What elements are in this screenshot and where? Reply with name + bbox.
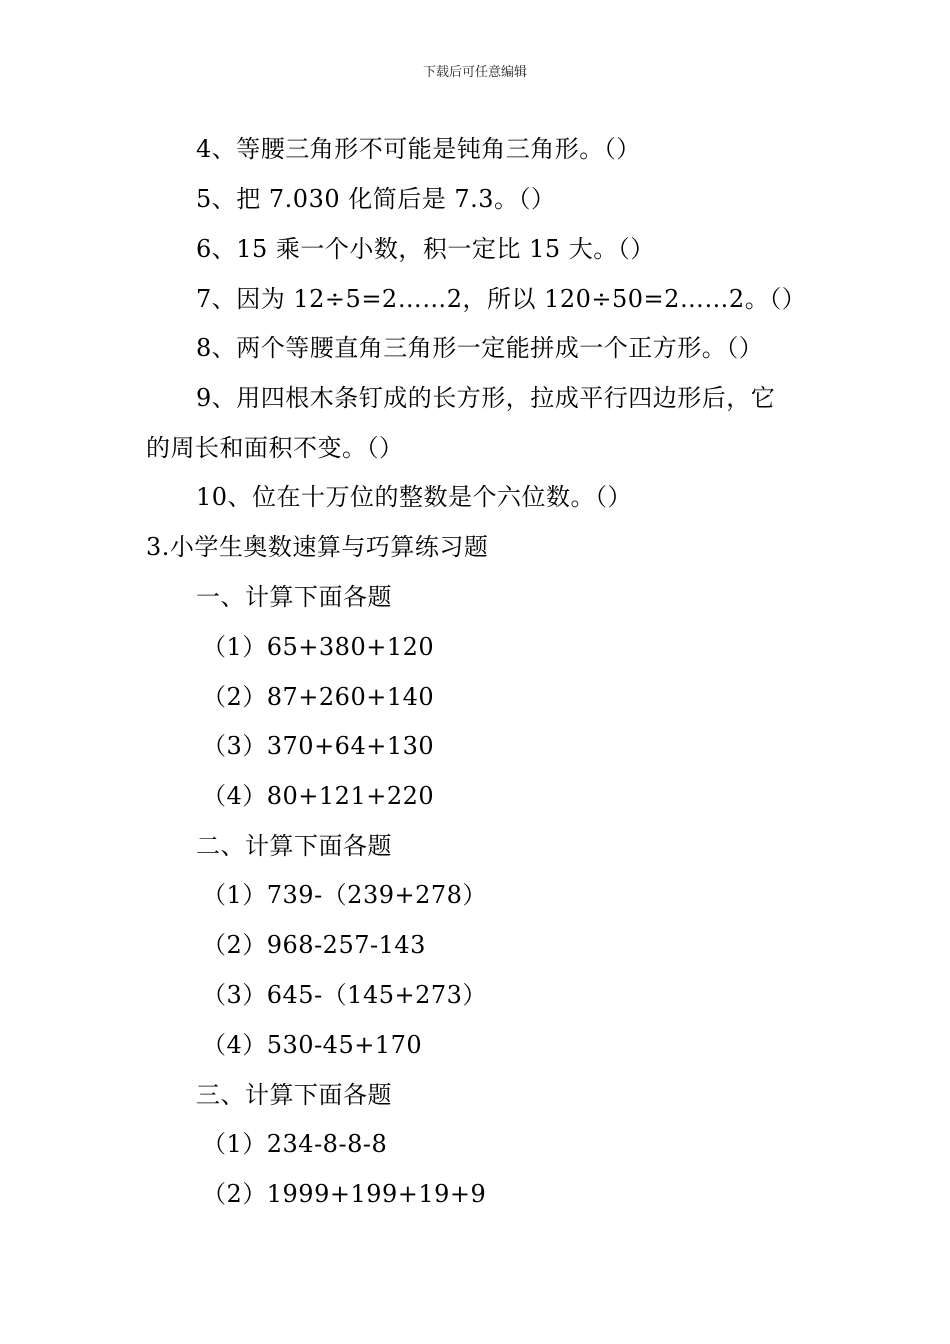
part1-heading: 一、计算下面各题 — [196, 583, 392, 611]
page-header-note: 下载后可任意编辑 — [422, 65, 527, 80]
judgment-item-7: 7、因为 12÷5=2……2，所以 120÷50=2……2。（） — [196, 285, 807, 313]
part2-problem: （2）968-257-143 — [202, 931, 426, 959]
judgment-item-5: 5、把 7.030 化简后是 7.3。（） — [196, 185, 556, 213]
judgment-item-9: 9、用四根木条钉成的长方形，拉成平行四边形后，它 — [196, 384, 776, 412]
part1-problem: （1）65+380+120 — [202, 633, 435, 661]
part2-problem: （1）739-（239+278） — [202, 881, 487, 909]
judgment-item-4: 4、等腰三角形不可能是钝角三角形。（） — [196, 135, 641, 163]
section-title: 3.小学生奥数速算与巧算练习题 — [146, 533, 489, 561]
judgment-item-6: 6、15 乘一个小数，积一定比 15 大。（） — [196, 235, 655, 263]
judgment-item-8: 8、两个等腰直角三角形一定能拼成一个正方形。（） — [196, 334, 764, 362]
judgment-item-10: 10、位在十万位的整数是个六位数。（） — [196, 483, 633, 511]
part3-heading: 三、计算下面各题 — [196, 1081, 392, 1109]
part1-problem: （2）87+260+140 — [202, 683, 435, 711]
part1-problem: （4）80+121+220 — [202, 782, 435, 810]
part3-problem: （1）234-8-8-8 — [202, 1130, 388, 1158]
part3-problem: （2）1999+199+19+9 — [202, 1180, 487, 1208]
part2-problem: （3）645-（145+273） — [202, 981, 487, 1009]
part1-problem: （3）370+64+130 — [202, 732, 435, 760]
judgment-item-9-continued: 的周长和面积不变。（） — [146, 434, 404, 462]
part2-heading: 二、计算下面各题 — [196, 832, 392, 860]
part2-problem: （4）530-45+170 — [202, 1031, 423, 1059]
